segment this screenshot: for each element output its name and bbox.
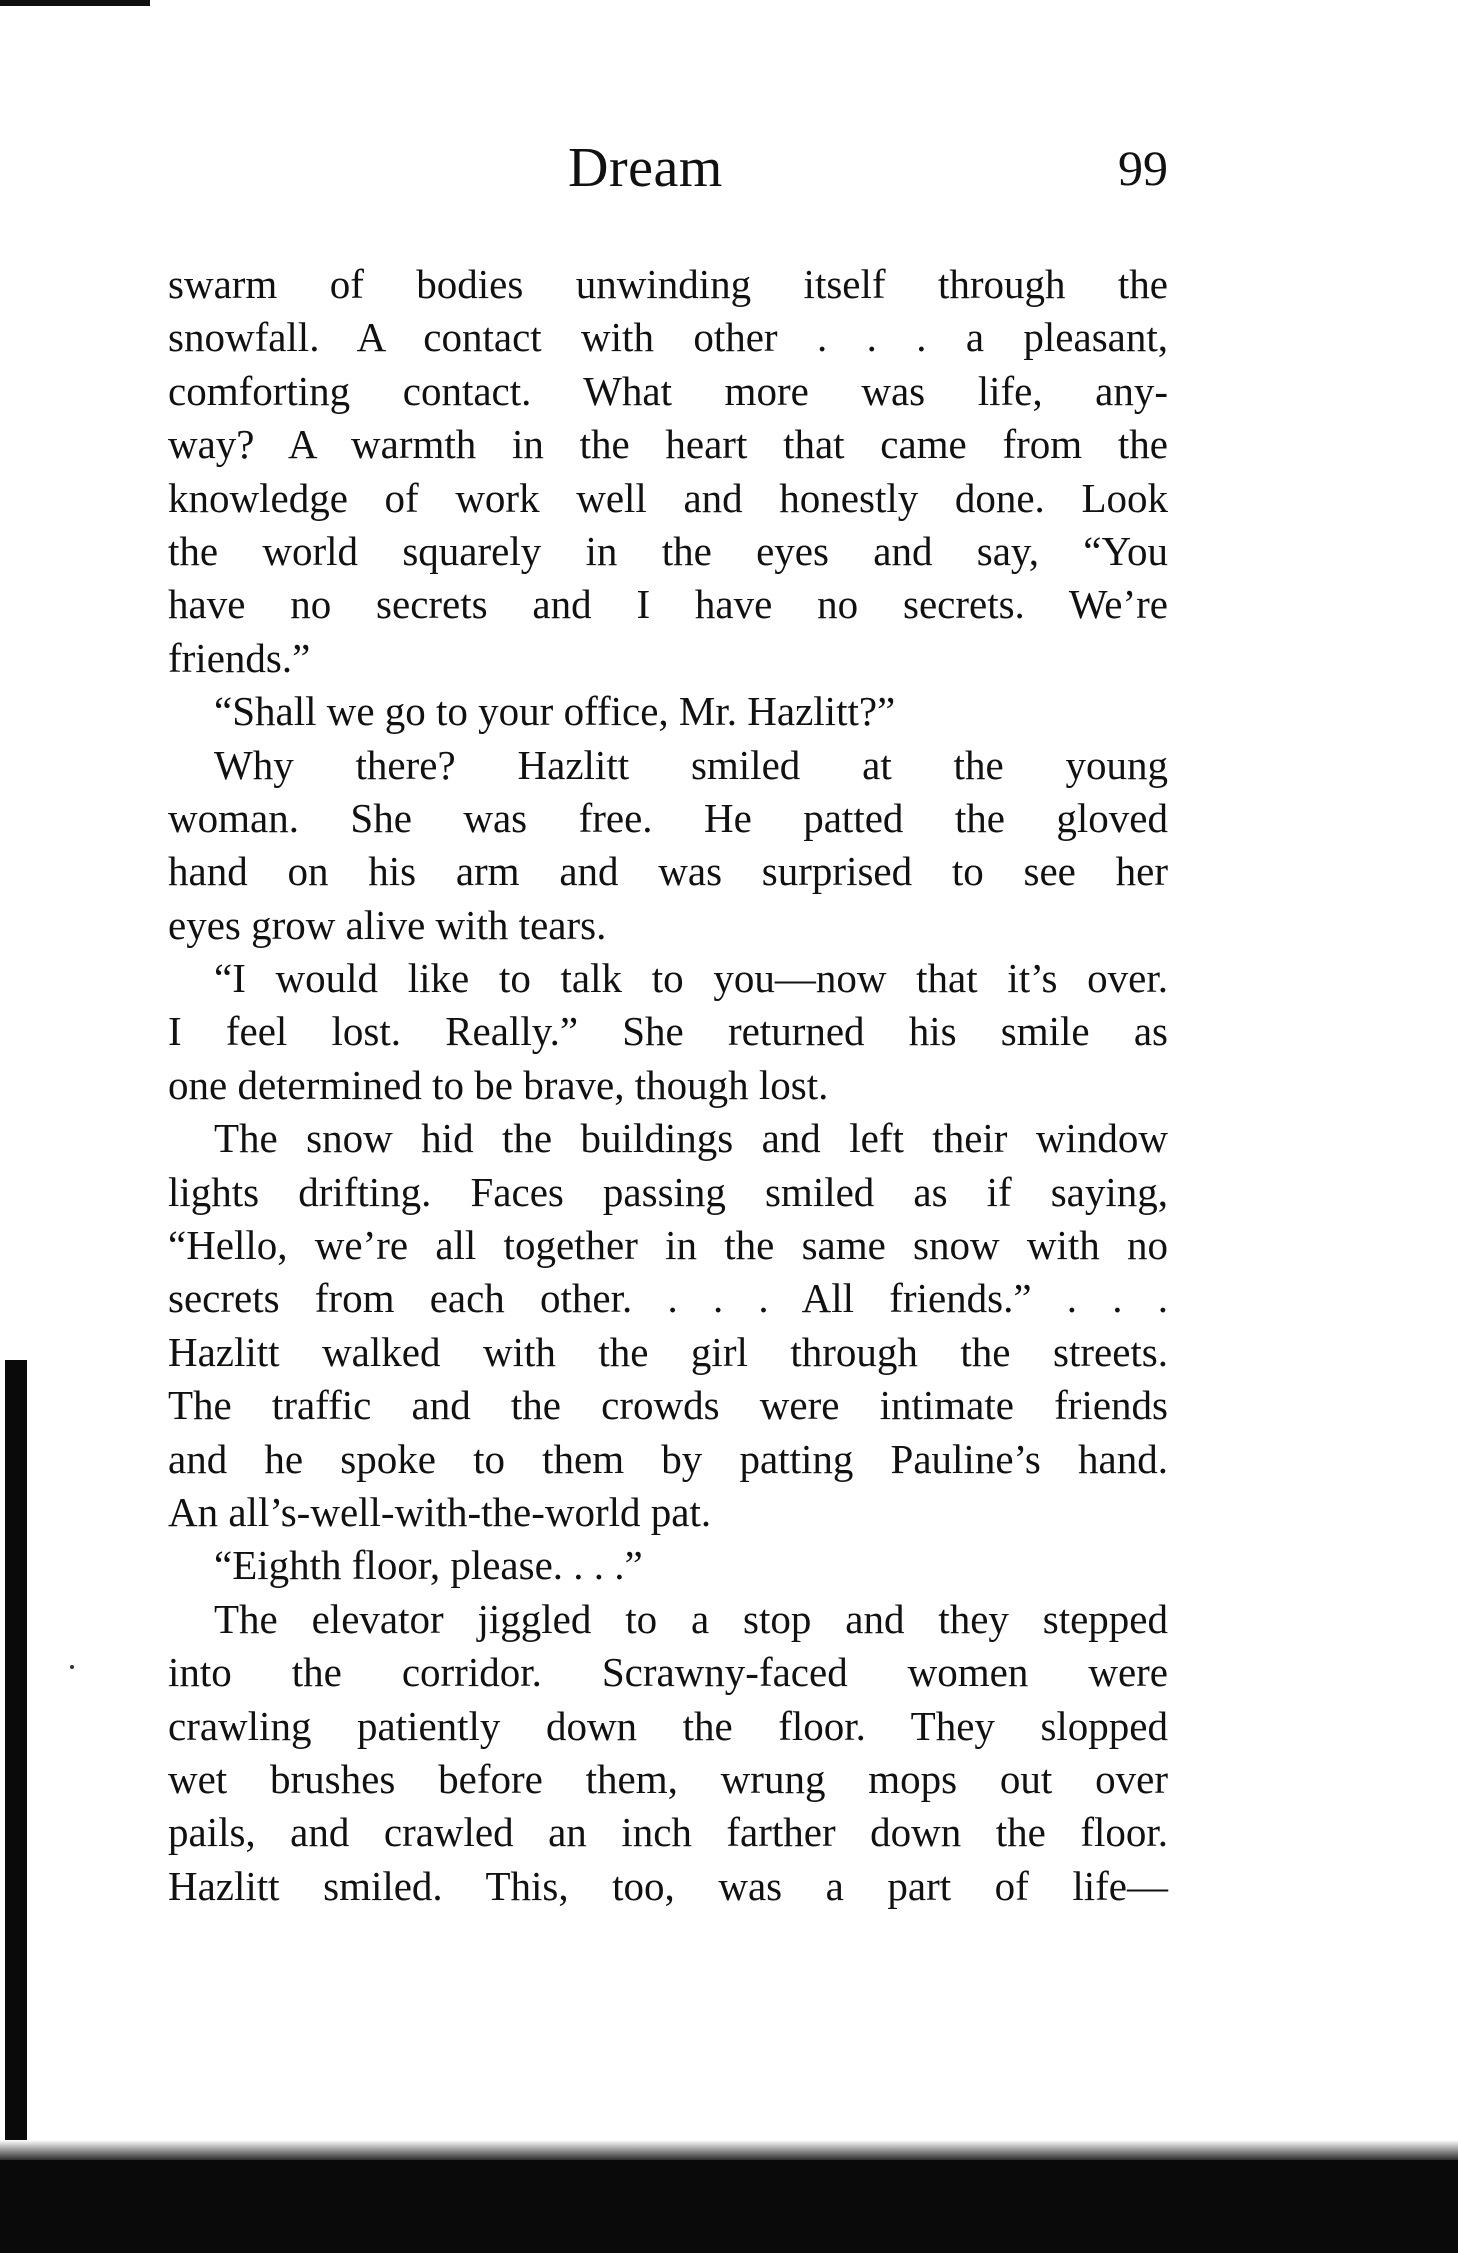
text-line: knowledge of work well and honestly done. Look <box>168 474 1168 521</box>
text-line: woman. She was free. He patted the gloved <box>168 794 1168 841</box>
text-line: I feel lost. Really.” She returned his smile as <box>168 1008 1168 1055</box>
scan-artifact-left-edge <box>5 1360 27 2160</box>
running-head <box>168 128 1168 208</box>
text-line: “Eighth floor, please. . . .” <box>214 1542 643 1589</box>
text-line: into the corridor. Scrawny-faced women were <box>168 1649 1168 1696</box>
text-line: The snow hid the buildings and left their window <box>214 1115 1168 1162</box>
scan-artifact-top <box>0 0 150 6</box>
text-line: Hazlitt walked with the girl through the streets. <box>168 1328 1168 1375</box>
body-text <box>168 258 1168 1913</box>
text-line: lights drifting. Faces passing smiled as if saying, <box>168 1168 1168 1215</box>
text-line: one determined to be brave, though lost. <box>168 1061 829 1108</box>
text-line: friends.” <box>168 634 311 681</box>
text-line: An all’s-well-with-the-world pat. <box>168 1488 712 1535</box>
text-line: The elevator jiggled to a stop and they stepped <box>214 1595 1168 1642</box>
scan-artifact-bottom-gradient <box>0 2140 1458 2162</box>
page-number: 99 <box>1118 140 1168 196</box>
running-title: Dream <box>568 137 723 199</box>
text-line: secrets from each other. . . . All friends.” . . . <box>168 1275 1168 1322</box>
text-line: Why there? Hazlitt smiled at the young <box>214 741 1168 788</box>
text-line: The traffic and the crowds were intimate friends <box>168 1382 1168 1429</box>
text-line: swarm of bodies unwinding itself through the <box>168 261 1168 307</box>
text-line: comforting contact. What more was life, any- <box>168 367 1168 414</box>
text-line: the world squarely in the eyes and say, “You <box>168 527 1168 574</box>
text-line: snowfall. A contact with other . . . a pleasant, <box>168 314 1168 361</box>
scan-artifact-bottom-edge <box>0 2160 1458 2253</box>
text-line: “Hello, we’re all together in the same snow with no <box>168 1222 1168 1269</box>
text-line: pails, and crawled an inch farther down the floor. <box>168 1809 1168 1856</box>
text-line: “I would like to talk to you—now that it’s over. <box>214 955 1168 1002</box>
text-line: have no secrets and I have no secrets. We’re <box>168 581 1168 628</box>
text-line: wet brushes before them, wrung mops out over <box>168 1755 1168 1802</box>
text-line: hand on his arm and was surprised to see her <box>168 848 1168 895</box>
text-line: “Shall we go to your office, Mr. Hazlitt?” <box>214 688 896 735</box>
text-line: crawling patiently down the floor. They slopped <box>168 1702 1168 1749</box>
text-line: Hazlitt smiled. This, too, was a part of life— <box>168 1862 1168 1909</box>
stray-ink-mark <box>70 1665 74 1669</box>
text-line: eyes grow alive with tears. <box>168 901 607 948</box>
text-line: way? A warmth in the heart that came from the <box>168 421 1168 468</box>
text-line: and he spoke to them by patting Pauline’s hand. <box>168 1435 1168 1482</box>
